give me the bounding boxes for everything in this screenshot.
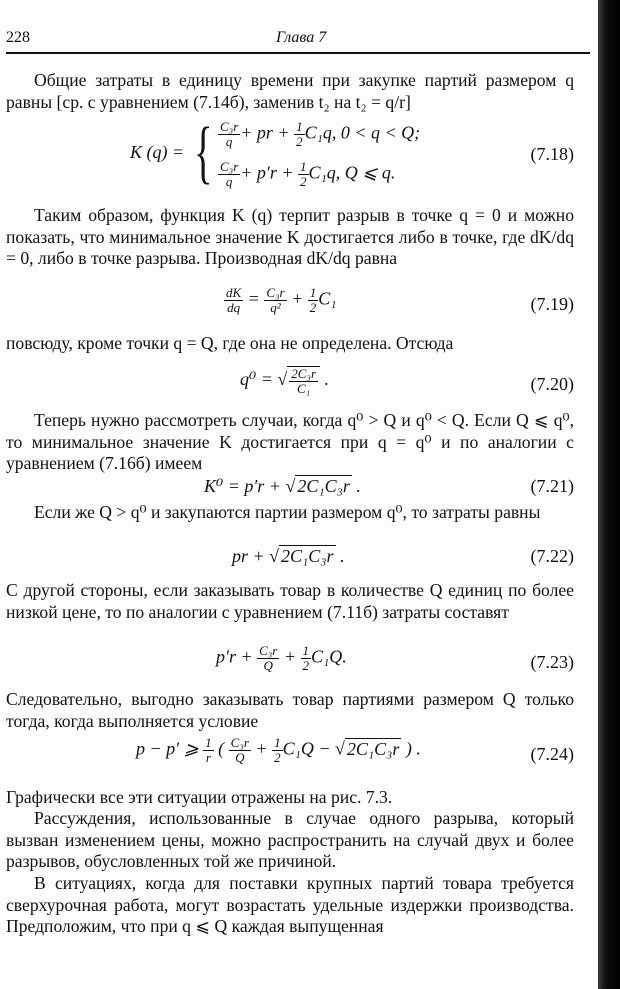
running-header	[6, 29, 596, 53]
eq-7-19-tail: C₁	[318, 288, 337, 309]
eq-7-21-number: (7.21)	[530, 476, 574, 496]
eq-7-24-mid: C₁Q − √	[282, 738, 345, 759]
eq-7-24-close: ) .	[401, 738, 421, 759]
eq-7-24-root: 2C₁C₃r	[346, 738, 400, 759]
eq-7-18-l2-rest: + p′r +	[240, 162, 298, 183]
eq-7-19-num: C₃r	[266, 285, 285, 300]
eq-7-20-lhs: q⁰ = √	[240, 369, 288, 390]
eq-7-20-num: 2C₃r	[291, 366, 316, 381]
eq-7-22-lhs: pr + √	[232, 546, 280, 566]
equation-7-20	[6, 362, 574, 404]
eq-7-18-l1-half-den: 2	[296, 134, 303, 149]
eq-7-20-body	[240, 366, 329, 396]
eq-7-24-number: (7.24)	[530, 744, 574, 764]
eq-7-23-number: (7.23)	[530, 652, 574, 672]
paragraph-4	[6, 410, 574, 475]
eq-7-21-root: 2C₁C₃r	[297, 476, 350, 496]
paragraph-7-text: Следовательно, выгодно заказывать товар партиями размером Q только тогда, когда выполняется условие	[6, 689, 574, 731]
paragraph-7	[6, 689, 574, 732]
eq-7-23-half-den: 2	[302, 658, 309, 673]
paragraph-1	[6, 70, 574, 113]
equation-7-22	[6, 546, 574, 574]
eq-7-18-line2	[218, 160, 395, 189]
paragraph-6	[6, 580, 574, 623]
paragraph-2	[6, 205, 574, 270]
eq-7-18-brace: {	[194, 114, 213, 191]
eq-7-23-tail: C₁Q.	[311, 646, 347, 667]
eq-7-19-lhs-num: dK	[226, 285, 242, 300]
eq-7-20-number: (7.20)	[530, 374, 574, 394]
eq-7-24-den: Q	[235, 750, 245, 765]
eq-7-21-lhs: K⁰ = p′r + √	[204, 476, 296, 496]
eq-7-23-den: Q	[263, 658, 273, 673]
eq-7-24-plus: +	[250, 738, 273, 759]
eq-7-20-den: C₁	[297, 381, 311, 396]
eq-7-24-num: C₃r	[230, 735, 249, 750]
paragraph-4-text: Теперь нужно рассмотреть случаи, когда q⁰ > Q и q⁰ < Q. Если Q ⩽ q⁰, то минимальное значение K достигается при q = q⁰ и по аналогии с уравнением (7.16б) имеем	[6, 410, 574, 473]
paragraph-8-text: Графически все эти ситуации отражены на рис. 7.3.	[6, 787, 393, 807]
eq-7-19-eq: =	[243, 288, 265, 309]
eq-7-18-l1-tail: C₁q, 0 < q < Q;	[304, 122, 421, 143]
page-binding-shadow	[598, 0, 620, 989]
eq-7-24-half-num: 1	[274, 735, 281, 750]
paragraph-5	[6, 502, 574, 524]
eq-7-23-plus: +	[279, 646, 301, 667]
chapter-title: Глава 7	[276, 29, 327, 46]
eq-7-19-body	[224, 286, 337, 315]
eq-7-22-tail: .	[335, 546, 345, 566]
eq-7-18-l1-den: q	[225, 134, 233, 149]
eq-7-19-den: q²	[270, 300, 281, 315]
eq-7-19-plus: +	[286, 288, 308, 309]
eq-7-18-l2-den: q	[225, 174, 233, 189]
paragraph-9	[6, 808, 574, 873]
equation-7-19	[6, 286, 574, 322]
eq-7-24-r-num: 1	[205, 735, 212, 750]
page-number: 228	[6, 29, 30, 46]
eq-7-18-l2-num: C₃r	[220, 159, 239, 174]
eq-7-20-tail: .	[320, 369, 329, 390]
equation-7-24	[6, 736, 574, 772]
paragraph-8	[6, 787, 574, 809]
eq-7-18-number: (7.18)	[530, 144, 574, 164]
header-rule	[6, 52, 590, 54]
paragraph-3	[6, 333, 574, 355]
eq-7-21-body	[204, 476, 361, 497]
eq-7-18-l2-half-num: 1	[300, 159, 307, 174]
eq-7-21-tail: .	[351, 476, 361, 496]
paragraph-10	[6, 873, 574, 938]
paragraph-9-text: Рассуждения, использованные в случае одного разрыва, который вызван изменением цены, можно распространить на случай двух и более разрывов, обусловленных той же причиной.	[6, 808, 574, 871]
paragraph-1-text: Общие затраты в единицу времени при закупке партий размером q равны [ср. с уравнением (7.14б), заменив t₂ на t₂ = q/r]	[6, 70, 574, 112]
eq-7-23-lhs: p′r +	[216, 646, 258, 667]
paragraph-3-text: повсюду, кроме точки q = Q, где она не определена. Отсюда	[6, 333, 454, 353]
eq-7-23-body	[216, 644, 347, 673]
eq-7-24-open: (	[213, 738, 229, 759]
eq-7-18-line1	[218, 120, 420, 149]
eq-7-18-lhs: K (q) =	[130, 142, 185, 162]
paragraph-10-text: В ситуациях, когда для поставки крупных партий товара требуется сверхурочная работа, могут возрастать удельные издержки производства. Предположим, что при q ⩽ Q каждая выпущенная	[6, 873, 574, 936]
paragraph-6-text: С другой стороны, если заказывать товар в количестве Q единиц по более низкой цене, то по аналогии с уравнением (7.11б) затраты составят	[6, 580, 574, 622]
eq-7-22-number: (7.22)	[530, 546, 574, 566]
eq-7-22-root: 2C₁C₃r	[281, 546, 334, 566]
eq-7-23-num: C₃r	[259, 643, 278, 658]
eq-7-18-l1-half-num: 1	[296, 119, 303, 134]
equation-7-21	[6, 476, 574, 504]
eq-7-19-lhs-den: dq	[227, 300, 241, 315]
eq-7-18-l1-num: C₃r	[220, 119, 239, 134]
eq-7-22-body	[232, 546, 345, 567]
eq-7-19-half-num: 1	[309, 285, 317, 300]
eq-7-19-half-den: 2	[309, 300, 317, 315]
eq-7-18-l2-half-den: 2	[300, 174, 307, 189]
eq-7-23-half-num: 1	[302, 643, 309, 658]
eq-7-24-body	[136, 736, 421, 765]
eq-7-24-lhs: p − p′ ⩾	[136, 738, 204, 759]
eq-7-24-r-den: r	[205, 750, 211, 765]
equation-7-18	[6, 116, 574, 192]
eq-7-24-half-den: 2	[274, 750, 281, 765]
eq-7-19-number: (7.19)	[530, 294, 574, 314]
eq-7-18-l2-tail: C₁q, Q ⩽ q.	[308, 162, 396, 183]
paragraph-2-text: Таким образом, функция K (q) терпит разрыв в точке q = 0 и можно показать, что минимальное значение K достигается либо в точке, где dK/dq = 0, либо в точке разрыва. Производная dK/dq равна	[6, 205, 574, 268]
paragraph-5-text: Если же Q > q⁰ и закупаются партии размером q⁰, то затраты равны	[34, 502, 541, 522]
equation-7-23	[6, 644, 574, 680]
eq-7-18-l1-rest: + pr +	[240, 122, 295, 143]
